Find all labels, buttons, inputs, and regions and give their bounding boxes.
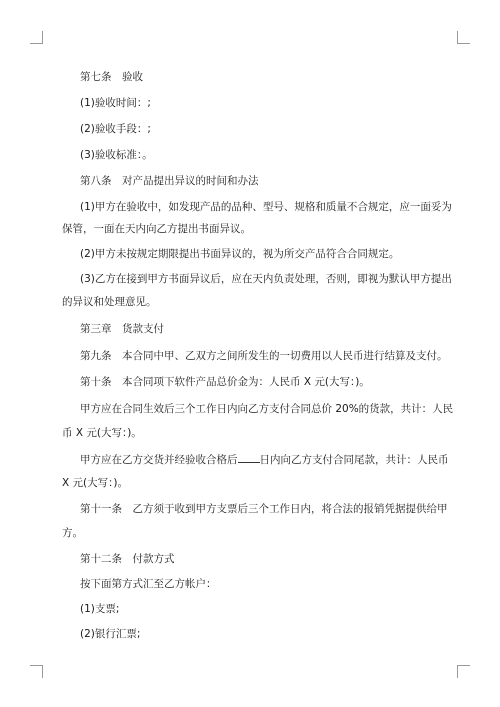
payment-method-intro: 按下面第方式汇至乙方帐户： (80, 578, 217, 590)
paragraph-line: 保管，一面在天内向乙方提出书面异议。 (62, 223, 251, 235)
paragraph-line: 甲方应在合同生效后三个工作日内向乙方支付合同总价 20%的货款，共计：人民 (80, 403, 454, 415)
text-segment: 日内向乙方支付合同尾款，共计：人民币 (259, 454, 449, 466)
paragraph-line: (3)乙方在接到甲方书面异议后，应在天内负责处理，否则，即视为默认甲方提出 (80, 273, 452, 285)
paragraph-line: (2)甲方未按规定期限提出书面异议的，视为所交产品符合合同规定。 (80, 248, 400, 260)
acceptance-method: (2)验收手段：; (80, 123, 151, 135)
blank-underline (238, 453, 260, 463)
acceptance-time: (1)验收时间：; (80, 97, 151, 109)
crop-mark-bottom-left (30, 665, 43, 678)
paragraph-line (80, 453, 449, 467)
paragraph-line: 的异议和处理意见。 (62, 296, 157, 308)
text-segment: 甲方应在乙方交货并经验收合格后 (80, 454, 238, 466)
article-9: 第九条 本合同中甲、乙双方之间所发生的一切费用以人民币进行结算及支付。 (80, 350, 448, 362)
article-12-heading: 第十二条 付款方式 (80, 553, 175, 565)
article-10: 第十条 本合同项下软件产品总价金为：人民币 X 元(大写：)。 (80, 376, 370, 388)
paragraph-line: X 元(大写：)。 (62, 477, 128, 489)
article-8-heading: 第八条 对产品提出异议的时间和办法 (80, 175, 259, 187)
crop-mark-bottom-right (457, 665, 470, 678)
paragraph-line: 币 X 元(大写：)。 (62, 427, 142, 439)
paragraph-line: 方。 (62, 527, 83, 539)
crop-mark-top-left (30, 31, 43, 44)
paragraph-line: (1)甲方在验收中，如发现产品的品种、型号、规格和质量不合规定，应一面妥为 (80, 201, 452, 213)
article-7-heading: 第七条 验收 (80, 71, 143, 83)
acceptance-standard: (3)验收标准：。 (80, 149, 153, 161)
article-11: 第十一条 乙方须于收到甲方支票后三个工作日内，将合法的报销凭据提供给甲 (80, 503, 448, 515)
chapter-3-heading: 第三章 货款支付 (80, 323, 164, 335)
payment-option-bank-draft: (2)银行汇票; (80, 628, 141, 640)
payment-option-cheque: (1)支票; (80, 603, 120, 615)
crop-mark-top-right (457, 31, 470, 44)
